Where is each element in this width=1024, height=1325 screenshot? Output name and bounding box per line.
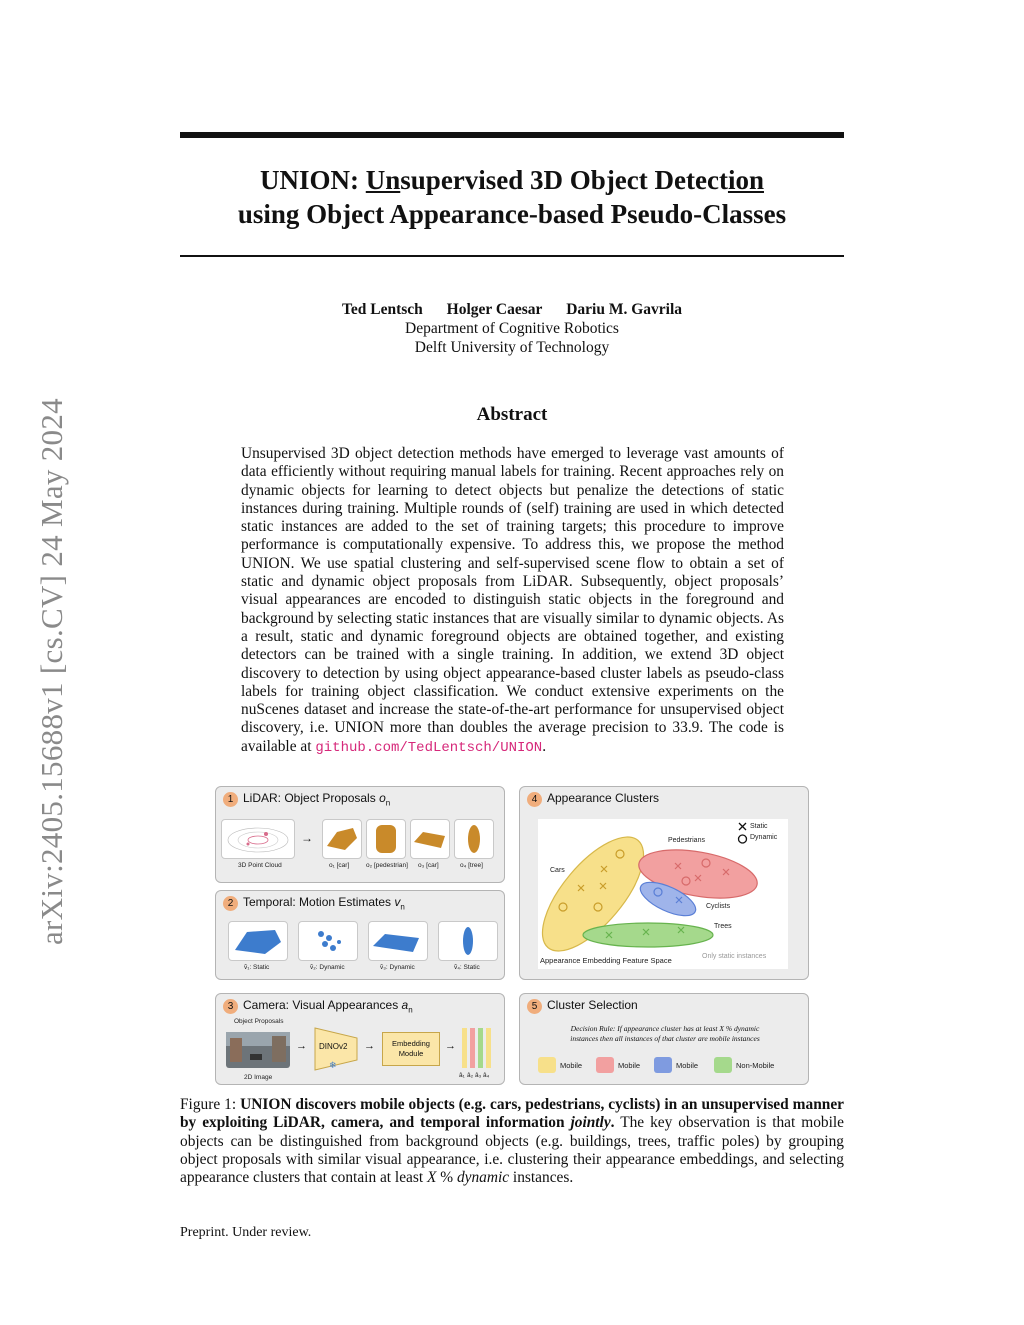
flow-dynamic-2	[298, 921, 358, 961]
chip-label: Mobile	[560, 1061, 583, 1070]
chip-swatch	[538, 1057, 556, 1073]
abstract-body: Unsupervised 3D object detection methods have emerged to leverage vast amounts of data efficiently without requiring manual labels for training. Recent approaches rely on dynamic objects for learning to detect objects but penalize the detections of static instances during training. Multiple rounds of (self) training are used in which detected static instances are added to the set of training targets; this procedure to improve performance is computationally expensive. To address this, we propose the method UNION. We use spatial clustering and self-supervised scene flow to obtain a set of static and dynamic object proposals from LiDAR. Subsequently, object proposals’ visual appearances are encoded to distinguish static objects in the foreground and background by selecting static instances that are visually similar to dynamic objects. As a result, static and dynamic foreground objects are obtained together, and existing detectors can be trained with a single training. In addition, we extend 3D object discovery to detection by using object appearance-based cluster labels as pseudo-class labels for training object classification. We conduct extensive experiments on the nuScenes dataset and increase the state-of-the-art performance for unsupervised object discovery, i.e. UNION more than doubles the average precision to 33.9. The code is available at github.com/TedLentsch/UNION.	[241, 445, 784, 756]
author-name: Ted Lentsch	[341, 301, 423, 318]
panel-camera: 3 Camera: Visual Appearances $a_n$ Object Proposals 2D Image → DINOv2 ❄ → Embedding Module → â₁ â₂ â₃ â₄	[215, 993, 505, 1085]
code-link[interactable]: github.com/TedLentsch/UNION	[315, 739, 543, 756]
embedding-space: Static Dynamic Cars Pedestrians Cyclists Trees Only static instances	[538, 819, 788, 969]
decision-rule: Decision Rule: If appearance cluster has at least X % dynamic instances then all instances of that cluster are mobile instances	[570, 1024, 760, 1043]
footer-note: Preprint. Under review.	[180, 1225, 312, 1240]
figure-1	[215, 786, 810, 1086]
arrow-icon: →	[364, 1040, 375, 1052]
affiliation-line: Delft University of Technology	[414, 339, 610, 356]
object-pedestrian	[366, 819, 406, 859]
flow-static-4	[438, 921, 498, 961]
abstract-heading: Abstract	[476, 404, 548, 425]
author-name: Dariu M. Gavrila	[566, 301, 683, 318]
chip-swatch	[654, 1057, 672, 1073]
dinov2-block: DINOv2 ❄	[313, 1026, 359, 1072]
panel-appearance-clusters: 4 Appearance Clusters Static Dynamic Cars Pedestrians Cyclists Trees Only static instances Appearance Embedding Feature Space	[519, 786, 809, 980]
chip-label: Non-Mobile	[736, 1061, 775, 1070]
arrow-icon: →	[296, 1040, 307, 1052]
arrow-icon: →	[445, 1040, 456, 1052]
figure-caption: Figure 1: UNION discovers mobile objects (e.g. cars, pedestrians, cyclists) in an unsupervised manner by exploiting LiDAR, camera, and temporal information jointly. The key observation is that mobile objects can be distinguished from background objects (e.g. buildings, trees, traffic poles) by grouping object proposals with similar visual appearance, i.e. clustering their appearance embeddings, and selecting appearance clusters that contain at least X % dynamic instances.	[180, 1096, 844, 1187]
title-rule-top	[180, 132, 844, 138]
object-car-1	[322, 819, 362, 859]
chip-swatch	[596, 1057, 614, 1073]
point-cloud-thumbnail	[221, 819, 295, 859]
arxiv-stamp: arXiv:2405.15688v1 [cs.CV] 24 May 2024	[34, 398, 69, 945]
author-block	[180, 300, 844, 357]
title-rule-bottom	[180, 255, 844, 257]
embedding-module: Embedding Module	[382, 1032, 440, 1066]
street-image	[226, 1032, 290, 1068]
affiliation-line: Department of Cognitive Robotics	[405, 320, 619, 337]
snowflake-icon: ❄	[329, 1060, 337, 1070]
object-car-2	[410, 819, 450, 859]
chip-label: Mobile	[676, 1061, 699, 1070]
panel-cluster-selection: 5 Cluster Selection Decision Rule: If appearance cluster has at least X % dynamic instances then all instances of that cluster are mobile instances Mobile Mobile Mobile Non-Mobile	[519, 993, 809, 1085]
panel-temporal: 2 Temporal: Motion Estimates $v_n$ v̂₁: Static v̂₂: Dynamic v̂₃: Dynamic v̂₄: Static	[215, 890, 505, 980]
chip-label: Mobile	[618, 1061, 641, 1070]
author-name: Holger Caesar	[446, 301, 543, 318]
object-tree	[454, 819, 494, 859]
panel-lidar: 1 LiDAR: Object Proposals $o_n$ 3D Point Cloud → o₁ [car] o₂ [pedestrian] o₃ [car] o₄ [tree]	[215, 786, 505, 883]
paper-title: UNION: Unsupervised 3D Object Detection using Object Appearance-based Pseudo-Classes	[237, 165, 787, 229]
flow-dynamic-3	[368, 921, 428, 961]
chip-swatch	[714, 1057, 732, 1073]
flow-static-1	[228, 921, 288, 961]
arrow-icon: →	[301, 831, 313, 845]
